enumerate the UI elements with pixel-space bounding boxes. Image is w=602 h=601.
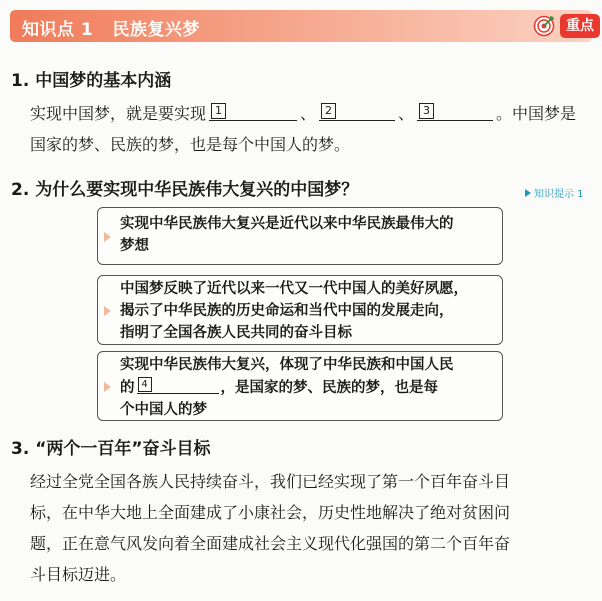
section1-paragraph xyxy=(30,98,592,160)
text-line: 题，正在意气风发向着全面建成社会主义现代化强国的第二个百年奋 xyxy=(30,534,511,553)
text-line: 指明了全国各族人民共同的奋斗目标 xyxy=(120,325,352,341)
reason-2-text xyxy=(120,278,494,344)
fill-blank-1[interactable] xyxy=(209,102,297,121)
blank-number: 4 xyxy=(138,377,152,392)
section1-heading: 1. 中国梦的基本内涵 xyxy=(11,71,172,91)
arrow-marker-icon xyxy=(104,232,111,242)
fill-blank-3[interactable] xyxy=(417,102,493,121)
hint-label: 知识提示 1 xyxy=(534,189,584,200)
play-triangle-icon xyxy=(525,189,531,197)
fill-blank-2[interactable] xyxy=(319,102,395,121)
reason-box-1 xyxy=(97,207,503,265)
text-line: 标，在中华大地上全面建成了小康社会，历史性地解决了绝对贫困问 xyxy=(30,503,511,522)
reason-box-3 xyxy=(97,351,503,421)
text-segment: 实现中国梦，就是要实现 xyxy=(30,104,207,123)
target-icon xyxy=(533,15,555,37)
blank-number: 3 xyxy=(419,103,434,119)
blank-number: 1 xyxy=(211,103,226,119)
text-line: 斗目标迈进。 xyxy=(30,565,127,584)
key-point-badge: 重点 xyxy=(560,14,600,38)
section2-heading: 2. 为什么要实现中华民族伟大复兴的中国梦？ xyxy=(11,180,359,200)
text-line: 中国梦反映了近代以来一代又一代中国人的美好夙愿， xyxy=(120,281,468,297)
text-line: 个中国人的梦 xyxy=(120,402,207,418)
text-line: 经过全党全国各族人民持续奋斗，我们已经实现了第一个百年奋斗目 xyxy=(30,472,511,491)
text-line: 梦想 xyxy=(120,238,149,254)
reason-3-text xyxy=(120,354,494,421)
section3-heading: 3. “两个一百年”奋斗目标 xyxy=(11,439,211,459)
fill-blank-4[interactable] xyxy=(137,376,219,394)
text-segment: 、 xyxy=(398,104,415,123)
arrow-marker-icon xyxy=(104,306,111,316)
arrow-marker-icon xyxy=(104,382,111,392)
text-segment: 的 xyxy=(120,380,135,396)
header-bar xyxy=(10,10,592,42)
section3-paragraph xyxy=(30,466,592,590)
text-segment: ，是国家的梦、民族的梦，也是每 xyxy=(220,380,438,396)
reason-1-text xyxy=(120,213,494,257)
text-line: 实现中华民族伟大复兴是近代以来中华民族最伟大的 xyxy=(120,216,454,232)
text-segment: 。中国梦是 xyxy=(496,104,577,123)
blank-number: 2 xyxy=(321,103,336,119)
reason-box-2 xyxy=(97,275,503,345)
text-segment: 、 xyxy=(300,104,317,123)
knowledge-point-title: 知识点 1 民族复兴梦 xyxy=(22,20,201,40)
text-line: 揭示了中华民族的历史命运和当代中国的发展走向， xyxy=(120,303,454,319)
text-line: 实现中华民族伟大复兴，体现了中华民族和中国人民 xyxy=(120,357,454,373)
text-segment: 国家的梦、民族的梦，也是每个中国人的梦。 xyxy=(30,135,351,154)
knowledge-hint-link[interactable] xyxy=(525,185,584,200)
